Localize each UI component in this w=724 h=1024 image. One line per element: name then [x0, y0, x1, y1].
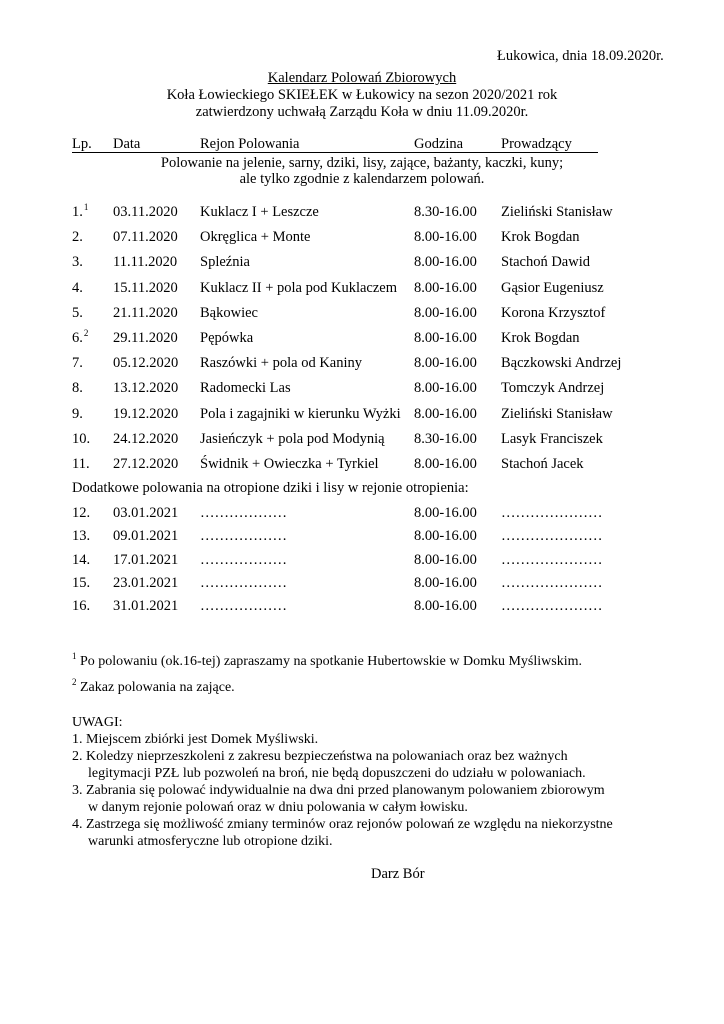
row-prowadzacy: …………………: [501, 574, 603, 591]
row-date: 31.01.2021: [113, 598, 179, 615]
row-date: 27.12.2020: [113, 456, 179, 472]
row-godzina: 8.00-16.00: [414, 505, 477, 521]
row-godzina: 8.30-16.00: [414, 204, 477, 220]
header-underline: [72, 152, 598, 153]
row-prowadzacy: Gąsior Eugeniusz: [501, 279, 604, 296]
row-date: 13.12.2020: [113, 380, 179, 397]
row-rejon: ………………: [200, 505, 287, 521]
footnote-1: [72, 651, 582, 670]
row-date: 24.12.2020: [113, 430, 179, 447]
row-date: 23.01.2021: [113, 574, 179, 591]
row-lp: 2.: [72, 229, 83, 246]
uwaga-1: 1. Miejscem zbiórki jest Domek Myśliwski.: [72, 732, 319, 747]
row-date: 21.11.2020: [113, 304, 178, 321]
row-prowadzacy: Tomczyk Andrzej: [501, 380, 605, 397]
row-date: 07.11.2020: [113, 229, 178, 246]
row-godzina: 8.30-16.00: [414, 430, 477, 447]
footnote-2: [72, 677, 235, 696]
row-date: 19.12.2020: [113, 405, 179, 422]
row-prowadzacy: Stachoń Dawid: [501, 254, 590, 271]
row-lp: 3.: [72, 254, 83, 271]
row-prowadzacy: Zieliński Stanisław: [501, 405, 613, 422]
uwaga-2-line-2: legitymacji PZŁ lub pozwoleń na broń, nie będą dopuszczeni do udziału w polowaniach.: [88, 766, 586, 781]
row-lp: 6.: [72, 330, 83, 346]
extra-hunts-title: Dodatkowe polowania na otropione dziki i lisy w rejonie otropienia:: [72, 480, 469, 496]
row-godzina: 8.00-16.00: [414, 405, 477, 422]
approval-line: zatwierdzony uchwałą Zarządu Koła w dniu 11.09.2020r.: [195, 104, 529, 120]
row-lp: 9.: [72, 405, 83, 422]
row-lp: 4.: [72, 279, 83, 296]
intro-line-1: Polowanie na jelenie, sarny, dziki, lisy, zające, bażanty, kaczki, kuny;: [160, 155, 564, 171]
row-lp: 10.: [72, 430, 91, 447]
row-godzina: 8.00-16.00: [414, 380, 477, 397]
row-lp: 1.: [72, 204, 83, 220]
row-lp: 5.: [72, 304, 83, 321]
row-prowadzacy: …………………: [501, 598, 603, 615]
row-date: 15.11.2020: [113, 279, 178, 296]
intro-line-2: ale tylko zgodnie z kalendarzem polowań.: [239, 171, 485, 187]
header-godzina: Godzina: [414, 136, 464, 152]
closing-greeting: Darz Bór: [371, 866, 425, 882]
footnote-2-mark: 2: [72, 677, 77, 687]
row-godzina: 8.00-16.00: [414, 355, 477, 372]
footnote-2-text: Zakaz polowania na zające.: [76, 680, 235, 695]
row-lp: 16.: [72, 598, 91, 615]
row-godzina: 8.00-16.00: [414, 229, 477, 246]
place-date: Łukowica, dnia 18.09.2020r.: [497, 48, 664, 64]
row-footnote-mark: 2: [83, 328, 89, 338]
row-lp: 7.: [72, 355, 83, 372]
header-rejon: Rejon Polowania: [200, 136, 300, 152]
uwaga-4-line-1: 4. Zastrzega się możliwość zmiany terminów oraz rejonów polowań ze względu na niekorzystne: [72, 817, 613, 832]
row-rejon: Pępówka: [200, 330, 254, 346]
uwaga-2-line-1: 2. Koledzy nieprzeszkoleni z zakresu bezpieczeństwa na polowaniach oraz bez ważnych: [72, 749, 568, 764]
row-rejon: Okręglica + Monte: [200, 229, 311, 246]
row-lp: 13.: [72, 528, 91, 545]
row-godzina: 8.00-16.00: [414, 330, 477, 346]
row-godzina: 8.00-16.00: [414, 456, 477, 472]
uwaga-3-line-2: w danym rejonie polowań oraz w dniu polowania w całym łowisku.: [88, 800, 468, 815]
uwagi-title: UWAGI:: [72, 715, 123, 730]
row-rejon: Pola i zagajniki w kierunku Wyżki: [200, 405, 401, 422]
row-rejon: Kuklacz II + pola pod Kuklaczem: [200, 279, 398, 296]
row-date: 03.01.2021: [113, 505, 179, 521]
row-lp: 8.: [72, 380, 83, 397]
row-rejon: Radomecki Las: [200, 380, 291, 397]
row-rejon: ………………: [200, 528, 287, 545]
row-date: 17.01.2021: [113, 551, 179, 568]
row-godzina: 8.00-16.00: [414, 528, 477, 545]
row-lp: 12.: [72, 505, 91, 521]
row-rejon: Raszówki + pola od Kaniny: [200, 355, 363, 372]
row-date: 29.11.2020: [113, 330, 178, 346]
footnote-1-text: Po polowaniu (ok.16-tej) zapraszamy na spotkanie Hubertowskie w Domku Myśliwskim.: [76, 654, 582, 669]
row-rejon: Jasieńczyk + pola pod Modynią: [200, 430, 385, 447]
row-godzina: 8.00-16.00: [414, 254, 477, 271]
row-godzina: 8.00-16.00: [414, 598, 477, 615]
row-date: 03.11.2020: [113, 204, 178, 220]
row-rejon: Spleźnia: [200, 254, 250, 271]
row-godzina: 8.00-16.00: [414, 279, 477, 296]
row-lp: 14.: [72, 551, 91, 568]
row-prowadzacy: Krok Bogdan: [501, 229, 580, 246]
uwaga-3-line-1: 3. Zabrania się polować indywidualnie na dwa dni przed planowanym polowaniem zbiorowym: [72, 783, 605, 798]
header-date: Data: [113, 136, 141, 152]
row-prowadzacy: Bączkowski Andrzej: [501, 355, 622, 372]
footnote-1-mark: 1: [72, 651, 77, 661]
uwaga-4-line-2: warunki atmosferyczne lub otropione dziki.: [88, 834, 333, 849]
row-rejon: ………………: [200, 574, 287, 591]
document-title: Kalendarz Polowań Zbiorowych: [267, 70, 457, 86]
row-rejon: Świdnik + Owieczka + Tyrkiel: [200, 456, 379, 472]
row-lp: 15.: [72, 574, 91, 591]
header-prowadzacy: Prowadzący: [501, 136, 572, 152]
row-godzina: 8.00-16.00: [414, 574, 477, 591]
row-rejon: Kuklacz I + Leszcze: [200, 204, 319, 220]
row-rejon: ………………: [200, 551, 287, 568]
row-prowadzacy: Zieliński Stanisław: [501, 204, 613, 220]
row-date: 05.12.2020: [113, 355, 179, 372]
row-date: 11.11.2020: [113, 254, 178, 271]
row-date: 09.01.2021: [113, 528, 179, 545]
row-prowadzacy: …………………: [501, 528, 603, 545]
row-prowadzacy: Korona Krzysztof: [501, 304, 606, 321]
row-rejon: Bąkowiec: [200, 304, 258, 321]
row-godzina: 8.00-16.00: [414, 551, 477, 568]
row-rejon: ………………: [200, 598, 287, 615]
row-footnote-mark: 1: [83, 202, 89, 212]
row-godzina: 8.00-16.00: [414, 304, 477, 321]
row-prowadzacy: Lasyk Franciszek: [501, 430, 603, 447]
header-lp: Lp.: [72, 136, 92, 152]
row-prowadzacy: …………………: [501, 505, 603, 521]
row-lp: 11.: [72, 456, 90, 472]
row-prowadzacy: Stachoń Jacek: [501, 456, 584, 472]
document-subtitle: Koła Łowieckiego SKIEŁEK w Łukowicy na sezon 2020/2021 rok: [166, 87, 558, 103]
row-prowadzacy: Krok Bogdan: [501, 330, 580, 346]
row-prowadzacy: …………………: [501, 551, 603, 568]
